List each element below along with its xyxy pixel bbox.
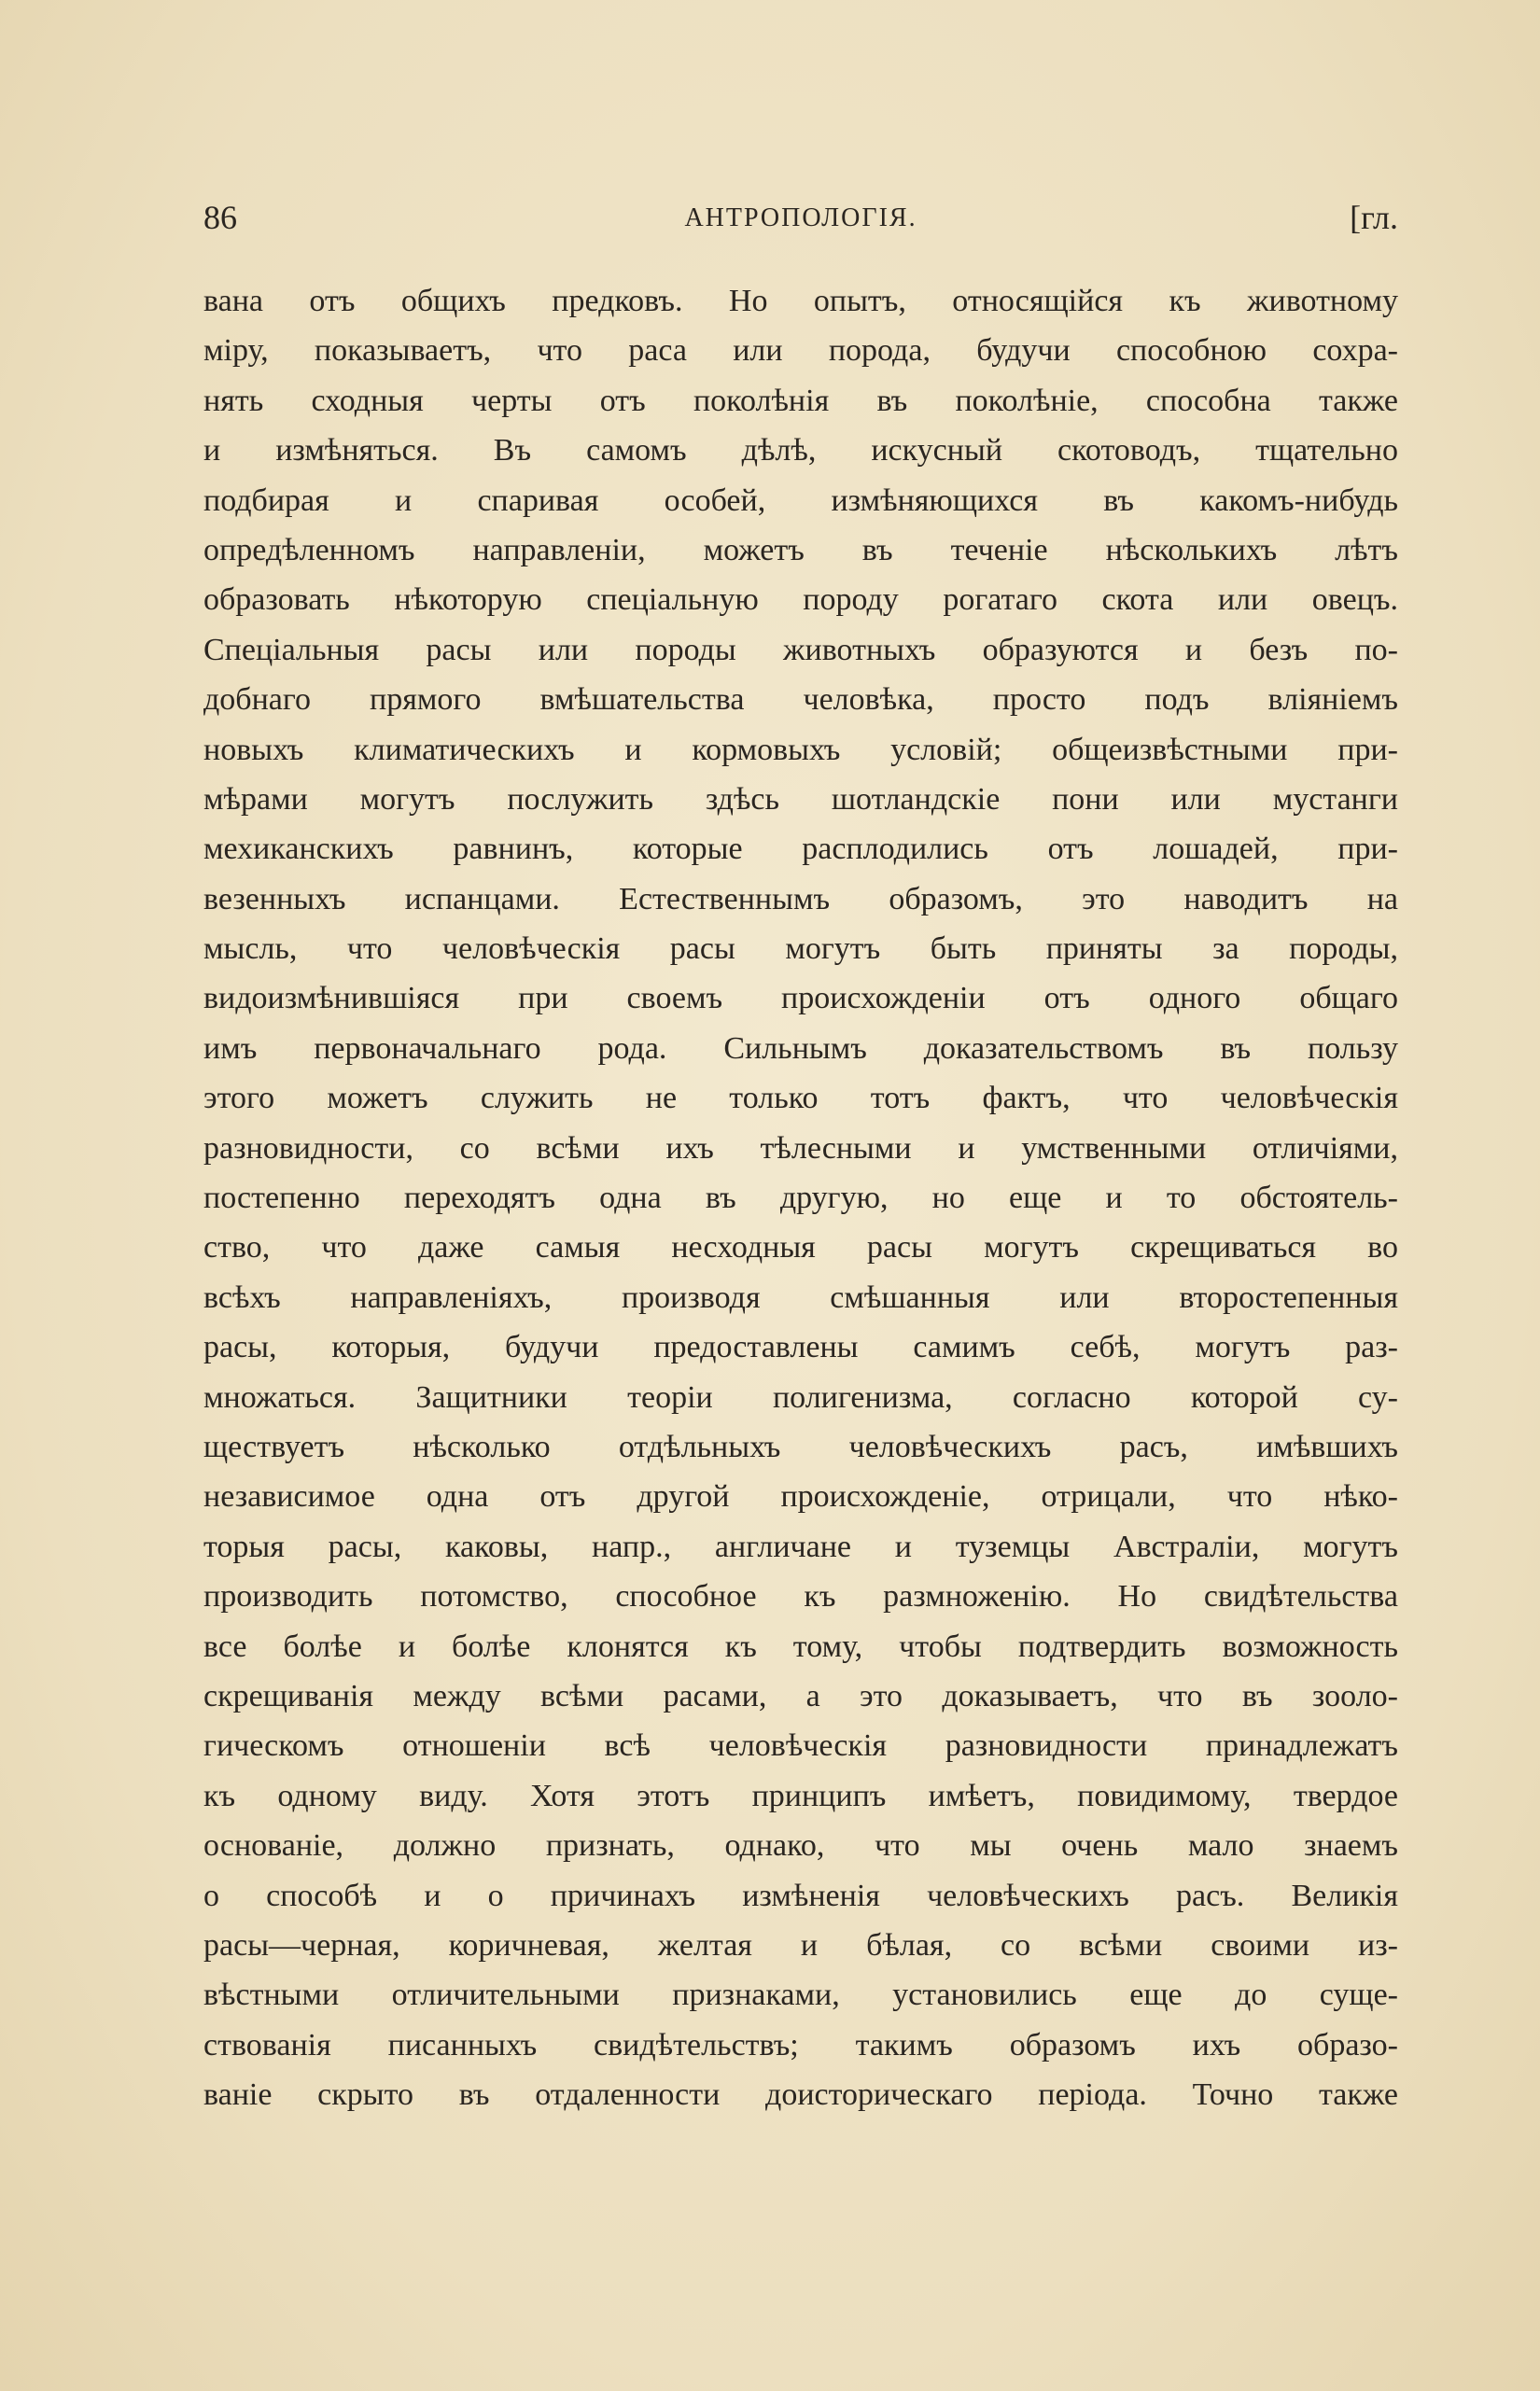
text-line: добнаго прямого вмѣшательства человѣка, просто подъ вліяніемъ: [203, 682, 1398, 718]
text-line: къ одному виду. Хотя этотъ принципъ имѣетъ, повидимому, твердое: [203, 1778, 1398, 1813]
text-line: видоизмѣнившіяся при своемъ происхожденіи отъ одного общаго: [203, 981, 1398, 1016]
text-line: этого можетъ служить не только тотъ фактъ, что человѣческія: [203, 1081, 1398, 1116]
text-line: торыя расы, каковы, напр., англичане и туземцы Австраліи, могутъ: [203, 1529, 1398, 1564]
text-line: имъ первоначальнаго рода. Сильнымъ доказательствомъ въ пользу: [203, 1030, 1398, 1066]
text-line: расы—черная, коричневая, желтая и бѣлая, со всѣми своими из-: [203, 1927, 1398, 1963]
text-line: скрещиванія между всѣми расами, а это доказываетъ, что въ зооло-: [203, 1678, 1398, 1713]
text-line: новыхъ климатическихъ и кормовыхъ условій; общеизвѣстными при-: [203, 732, 1398, 767]
text-line: мехиканскихъ равнинъ, которые расплодились отъ лошадей, при-: [203, 832, 1398, 867]
section-mark: [гл.: [1350, 199, 1398, 236]
page-number: 86: [203, 199, 237, 236]
text-line: всѣхъ направленіяхъ, производя смѣшанныя или второстепенныя: [203, 1279, 1398, 1315]
text-line: множаться. Защитники теоріи полигенизма, согласно которой су-: [203, 1379, 1398, 1415]
text-line: Спеціальныя расы или породы животныхъ образуются и безъ по-: [203, 632, 1398, 667]
text-line: ваніе скрыто въ отдаленности доисторическаго періода. Точно также: [203, 2077, 1398, 2113]
text-line: везенныхъ испанцами. Естественнымъ образомъ, это наводитъ на: [203, 881, 1398, 916]
text-line: разновидности, со всѣми ихъ тѣлесными и умственными отличіями,: [203, 1130, 1398, 1166]
page-header: [203, 198, 1398, 245]
text-line: постепенно переходятъ одна въ другую, но еще и то обстоятель-: [203, 1181, 1398, 1216]
text-line: подбирая и спаривая особей, измѣняющихся въ какомъ-нибудь: [203, 482, 1398, 518]
text-line: міру, показываетъ, что раса или порода, будучи способною сохра-: [203, 333, 1398, 369]
running-title: АНТРОПОЛОГІЯ.: [684, 203, 917, 232]
text-line: вѣстными отличительными признаками, установились еще до суще-: [203, 1978, 1398, 2013]
text-line: нять сходныя черты отъ поколѣнія въ поколѣніе, способна также: [203, 383, 1398, 418]
text-line: ство, что даже самыя несходныя расы могутъ скрещиваться во: [203, 1230, 1398, 1265]
text-line: о способѣ и о причинахъ измѣненія человѣческихъ расъ. Великія: [203, 1878, 1398, 1913]
text-line: опредѣленномъ направленіи, можетъ въ теченіе нѣсколькихъ лѣтъ: [203, 532, 1398, 567]
text-line: вана отъ общихъ предковъ. Но опытъ, относящійся къ животному: [203, 284, 1398, 318]
text-line: все болѣе и болѣе клонятся къ тому, чтобы подтвердить возможность: [203, 1629, 1398, 1664]
text-line: основаніе, должно признать, однако, что мы очень мало знаемъ: [203, 1828, 1398, 1864]
text-line: и измѣняться. Въ самомъ дѣлѣ, искусный скотоводъ, тщательно: [203, 433, 1398, 468]
text-line: мѣрами могутъ послужить здѣсь шотландскіе пони или мустанги: [203, 781, 1398, 817]
text-line: ствованія писанныхъ свидѣтельствъ; такимъ образомъ ихъ образо-: [203, 2027, 1398, 2062]
text-line: образовать нѣкоторую спеціальную породу рогатаго скота или овецъ.: [203, 582, 1398, 618]
text-line: расы, которыя, будучи предоставлены самимъ себѣ, могутъ раз-: [203, 1330, 1398, 1365]
text-line: ществуетъ нѣсколько отдѣльныхъ человѣческихъ расъ, имѣвшихъ: [203, 1429, 1398, 1464]
text-line: гическомъ отношеніи всѣ человѣческія разновидности принадлежатъ: [203, 1728, 1398, 1764]
text-line: производить потомство, способное къ размноженію. Но свидѣтельства: [203, 1579, 1398, 1615]
body-text: [203, 276, 1398, 2119]
text-line: мысль, что человѣческія расы могутъ быть приняты за породы,: [203, 931, 1398, 967]
text-line: независимое одна отъ другой происхожденіе, отрицали, что нѣко-: [203, 1479, 1398, 1515]
